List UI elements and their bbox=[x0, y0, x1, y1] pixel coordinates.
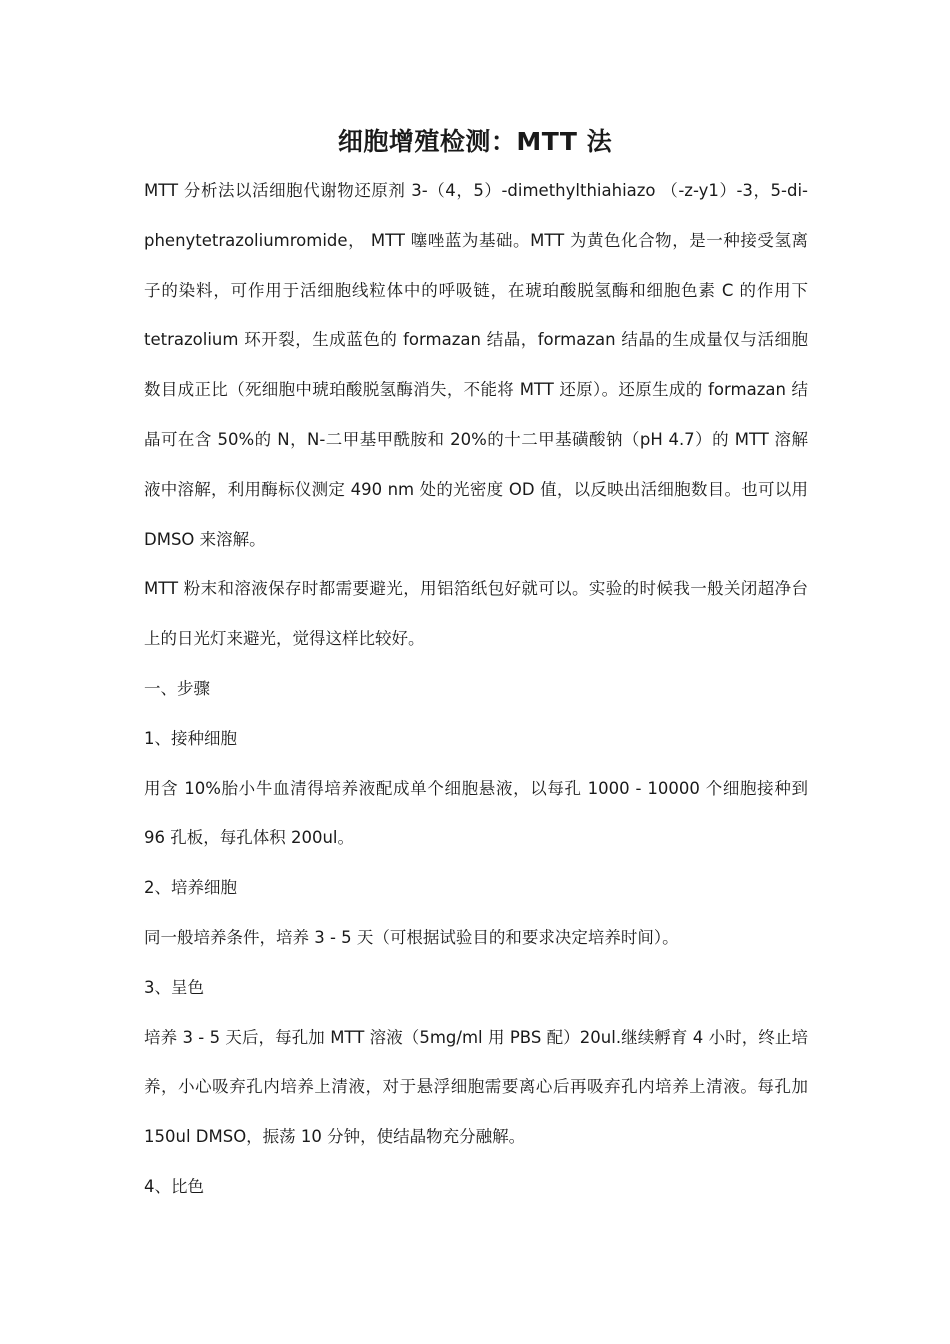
document-title: 细胞增殖检测：MTT 法 bbox=[337, 127, 613, 156]
paragraph-intro: MTT 分析法以活细胞代谢物还原剂 3-（4，5）-dimethylthiahiazo （-z-y1）-3，5-di-phenytetrazoliumromide， MTT 噻唑蓝为基础。MTT 为黄色化合物，是一种接受氢离子的染料，可作用于活细胞线粒体中的呼吸链，在琥珀酸脱氢酶和细胞色素 C 的作用下 tetrazolium 环开裂，生成蓝色的 formazan 结晶，formazan 结晶的生成量仅与活细胞数目成正比（死细胞中琥珀酸脱氢酶消失，不能将 MTT 还原）。还原生成的 formazan 结晶可在含 50%的 N，N-二甲基甲酰胺和 20%的十二甲基磺酸钠（pH 4.7）的 MTT 溶解液中溶解，利用酶标仪测定 490 nm 处的光密度 OD 值，以反映出活细胞数目。也可以用 DMSO 来溶解。 bbox=[144, 181, 808, 549]
step-heading-culture-cells: 2、培养细胞 bbox=[144, 878, 237, 898]
step-text-culture-cells: 同一般培养条件，培养 3 - 5 天（可根据试验目的和要求决定培养时间）。 bbox=[144, 927, 679, 947]
section-heading-steps: 一、步骤 bbox=[144, 678, 210, 698]
step-heading-seed-cells: 1、接种细胞 bbox=[144, 728, 237, 748]
paragraph-storage-note: MTT 粉末和溶液保存时都需要避光，用铝箔纸包好就可以。实验的时候我一般关闭超净台上的日光灯来避光，觉得这样比较好。 bbox=[144, 579, 808, 649]
document-body bbox=[144, 166, 808, 1212]
step-text-seed-cells: 用含 10%胎小牛血清得培养液配成单个细胞悬液，以每孔 1000 - 10000 个细胞接种到 96 孔板，每孔体积 200ul。 bbox=[144, 778, 808, 848]
step-heading-colorimetry: 4、比色 bbox=[144, 1176, 204, 1196]
step-text-color: 培养 3 - 5 天后，每孔加 MTT 溶液（5mg/ml 用 PBS 配）20ul.继续孵育 4 小时，终止培养，小心吸弃孔内培养上清液，对于悬浮细胞需要离心后再吸弃孔内培养上清液。每孔加 150ul DMSO，振荡 10 分钟，使结晶物充分融解。 bbox=[144, 1027, 808, 1147]
step-heading-color: 3、呈色 bbox=[144, 977, 204, 997]
